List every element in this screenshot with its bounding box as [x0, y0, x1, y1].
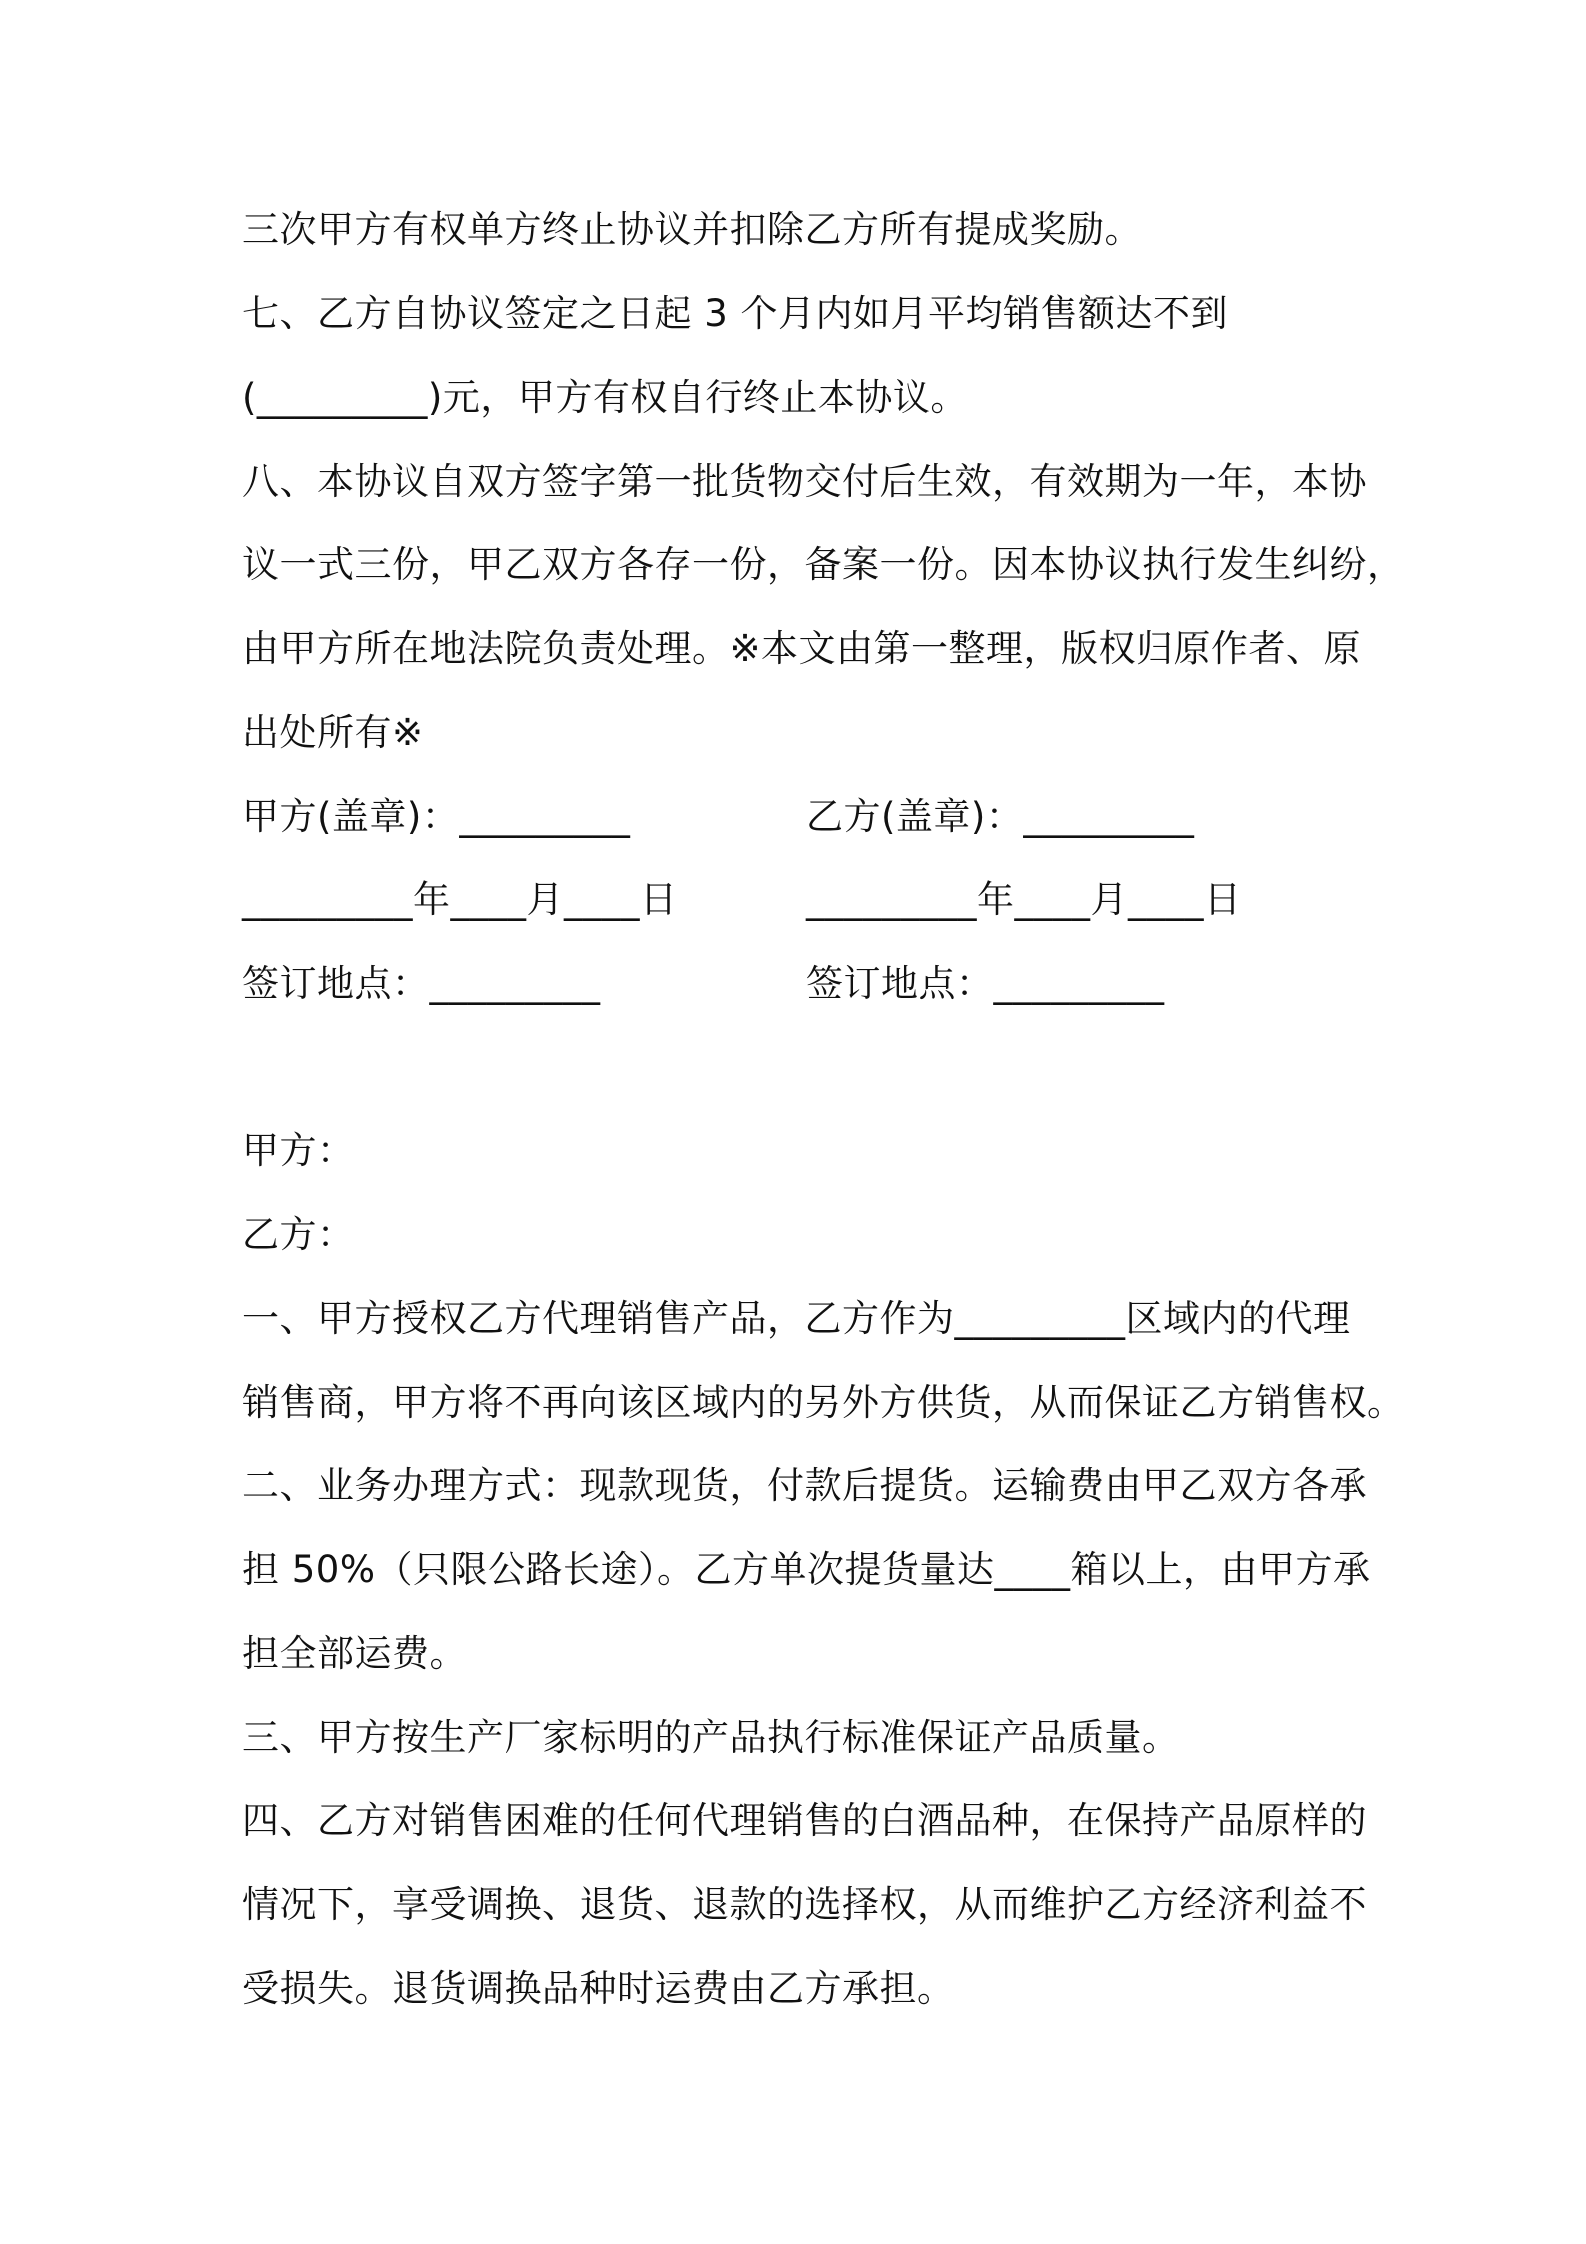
clause-line: 三、甲方按生产厂家标明的产品执行标准保证产品质量。 [242, 1716, 1180, 1759]
text-line: 三次甲方有权单方终止协议并扣除乙方所有提成奖励。 [242, 208, 1142, 251]
clause-line: 一、甲方授权乙方代理销售产品，乙方作为_________区域内的代理 [242, 1297, 1351, 1340]
text-line: 议一式三份，甲乙双方各存一份，备案一份。因本协议执行发生纠纷， [242, 543, 1405, 586]
party-b-place-line: 签订地点：_________ [806, 962, 1165, 1005]
text-line: 七、乙方自协议签定之日起 3 个月内如月平均销售额达不到 [242, 292, 1229, 335]
party-a-label: 甲方： [242, 1129, 355, 1172]
party-a-place-line: 签订地点：_________ [242, 962, 601, 1005]
clause-line: 二、业务办理方式：现款现货，付款后提货。运输费由甲乙双方各承 [242, 1464, 1367, 1507]
clause-line: 四、乙方对销售困难的任何代理销售的白酒品种，在保持产品原样的 [242, 1799, 1367, 1842]
clause-line: 担 50%（只限公路长途）。乙方单次提货量达____箱以上，由甲方承 [242, 1548, 1371, 1591]
clause-line: 担全部运费。 [242, 1632, 467, 1675]
clause-line: 受损失。退货调换品种时运费由乙方承担。 [242, 1967, 955, 2010]
party-a-date-line: _________年____月____日 [242, 878, 678, 921]
text-line: 出处所有※ [242, 711, 424, 754]
party-b-date-line: _________年____月____日 [806, 878, 1242, 921]
party-a-seal-line: 甲方(盖章)：_________ [242, 795, 631, 838]
clause-line: 情况下，享受调换、退货、退款的选择权，从而维护乙方经济利益不 [242, 1883, 1367, 1926]
text-line: 由甲方所在地法院负责处理。※本文由第一整理，版权归原作者、原 [242, 627, 1362, 670]
text-line: (_________)元，甲方有权自行终止本协议。 [242, 376, 968, 419]
party-b-label: 乙方： [242, 1213, 355, 1256]
text-line: 八、本协议自双方签字第一批货物交付后生效，有效期为一年，本协 [242, 460, 1367, 503]
clause-line: 销售商，甲方将不再向该区域内的另外方供货，从而保证乙方销售权。 [242, 1381, 1405, 1424]
party-b-seal-line: 乙方(盖章)：_________ [806, 795, 1195, 838]
